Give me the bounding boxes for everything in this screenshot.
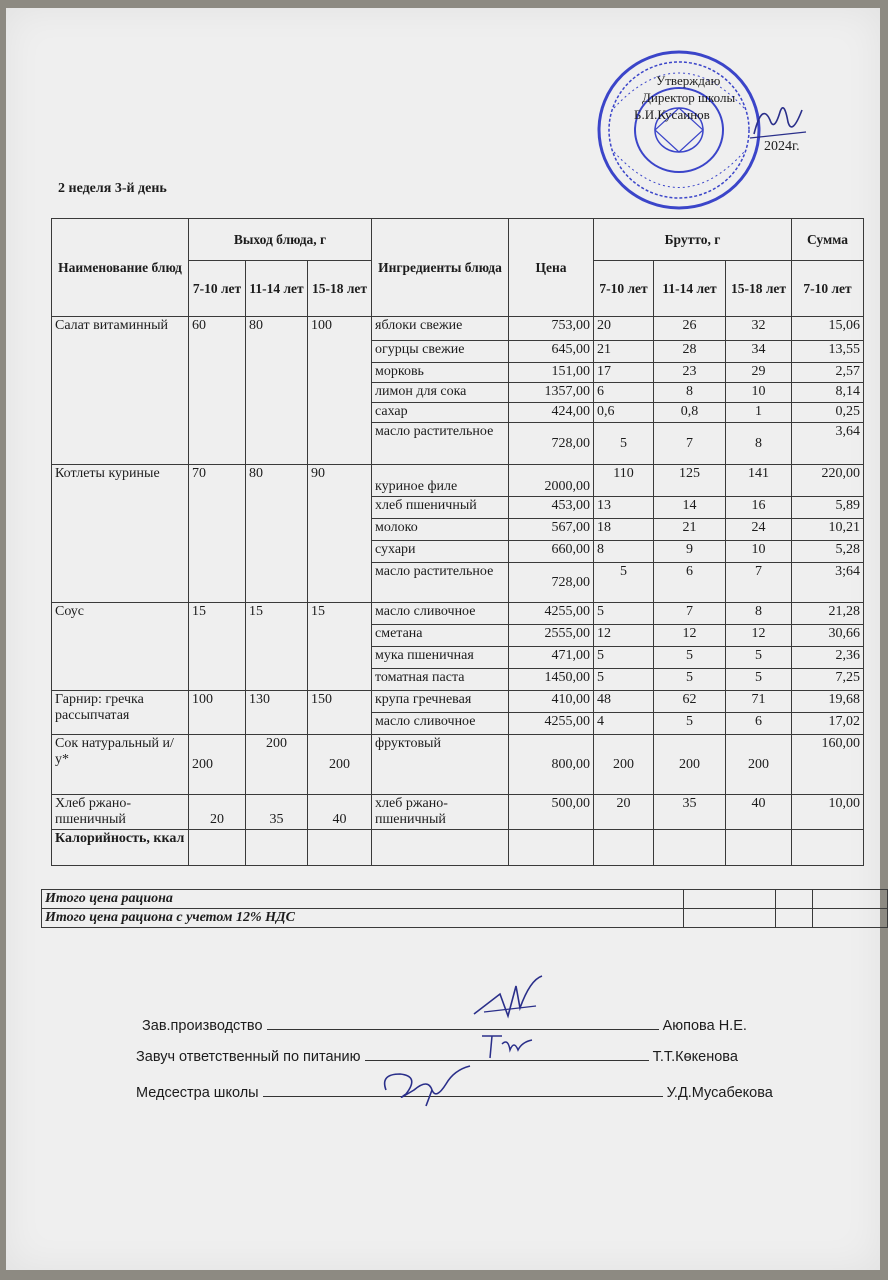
dish-yield: 80 — [246, 465, 308, 603]
empty-cell — [726, 830, 792, 866]
approval-line-3: Б.И.Кусаинов — [634, 107, 710, 122]
gross-value: 18 — [594, 519, 654, 541]
menu-table — [51, 218, 864, 866]
empty-cell — [594, 830, 654, 866]
gross-value: 7 — [654, 423, 726, 465]
gross-value: 8 — [594, 541, 654, 563]
signature-name: Аюпова Н.Е. — [662, 1018, 747, 1034]
calories-row — [52, 830, 864, 866]
dish-name: Сок натуральный и/у* — [52, 735, 189, 795]
gross-value: 12 — [654, 625, 726, 647]
ingredient-price: 4255,00 — [509, 713, 594, 735]
gross-value: 21 — [594, 341, 654, 363]
gross-value: 125 — [654, 465, 726, 497]
ingredient-price: 2000,00 — [509, 465, 594, 497]
gross-value: 5 — [594, 563, 654, 603]
sum-value: 5,28 — [792, 541, 864, 563]
gross-value: 48 — [594, 691, 654, 713]
sum-value: 5,89 — [792, 497, 864, 519]
empty-cell — [812, 909, 887, 928]
gross-value: 12 — [726, 625, 792, 647]
signature-headteacher — [478, 1030, 538, 1062]
empty-cell — [372, 830, 509, 866]
header-yield: Выход блюда, г — [189, 219, 372, 261]
ingredient-price: 471,00 — [509, 647, 594, 669]
gross-value: 20 — [594, 317, 654, 341]
gross-value: 8 — [654, 383, 726, 403]
header-yield-age-15-18: 15-18 лет — [308, 261, 372, 317]
gross-value: 17 — [594, 363, 654, 383]
sum-value: 10,21 — [792, 519, 864, 541]
empty-cell — [683, 890, 775, 909]
ingredient-name: сахар — [372, 403, 509, 423]
ingredient-name: яблоки свежие — [372, 317, 509, 341]
gross-value: 200 — [594, 735, 654, 795]
header-sum-age-7-10: 7-10 лет — [792, 261, 864, 317]
empty-cell — [792, 830, 864, 866]
gross-value: 8 — [726, 423, 792, 465]
dish-yield: 40 — [308, 795, 372, 830]
header-sum: Сумма — [792, 219, 864, 261]
gross-value: 5 — [726, 647, 792, 669]
dish-yield: 60 — [189, 317, 246, 465]
table-row — [52, 465, 864, 497]
gross-value: 0,8 — [654, 403, 726, 423]
ingredient-name: молоко — [372, 519, 509, 541]
gross-value: 5 — [594, 647, 654, 669]
dish-name: Салат витаминный — [52, 317, 189, 465]
dish-yield: 15 — [308, 603, 372, 691]
ingredient-name: хлеб ржано-пшеничный — [372, 795, 509, 830]
dish-yield: 100 — [308, 317, 372, 465]
gross-value: 200 — [654, 735, 726, 795]
approval-line-2: Директор школы — [642, 90, 736, 105]
dish-yield: 20 — [189, 795, 246, 830]
gross-value: 7 — [654, 603, 726, 625]
signature-role: Медсестра школы — [136, 1085, 259, 1101]
gross-value: 13 — [594, 497, 654, 519]
ingredient-name: куриное филе — [372, 465, 509, 497]
approval-date: 2024г. — [764, 139, 800, 154]
gross-value: 29 — [726, 363, 792, 383]
ingredient-price: 4255,00 — [509, 603, 594, 625]
sum-value: 17,02 — [792, 713, 864, 735]
ingredient-name: лимон для сока — [372, 383, 509, 403]
total-price-vat-label: Итого цена рациона с учетом 12% НДС — [42, 909, 684, 928]
gross-value: 71 — [726, 691, 792, 713]
ingredient-name: хлеб пшеничный — [372, 497, 509, 519]
gross-value: 5 — [594, 669, 654, 691]
dish-yield: 200 — [189, 735, 246, 795]
ingredient-name: масло сливочное — [372, 603, 509, 625]
gross-value: 21 — [654, 519, 726, 541]
totals-table — [41, 889, 888, 928]
gross-value: 35 — [654, 795, 726, 830]
signature-role: Завуч ответственный по питанию — [136, 1049, 361, 1065]
ingredient-price: 1357,00 — [509, 383, 594, 403]
ingredient-price: 424,00 — [509, 403, 594, 423]
dish-yield: 150 — [308, 691, 372, 735]
ingredient-price: 410,00 — [509, 691, 594, 713]
gross-value: 0,6 — [594, 403, 654, 423]
ingredient-name: сметана — [372, 625, 509, 647]
signature-role: Зав.производство — [142, 1018, 263, 1034]
ingredient-name: морковь — [372, 363, 509, 383]
signature-nurse — [376, 1060, 476, 1110]
table-row — [52, 317, 864, 341]
sum-value: 10,00 — [792, 795, 864, 830]
dish-name: Котлеты куриные — [52, 465, 189, 603]
approval-line-1: Утверждаю — [656, 73, 721, 88]
gross-value: 5 — [594, 603, 654, 625]
header-yield-age-11-14: 11-14 лет — [246, 261, 308, 317]
gross-value: 28 — [654, 341, 726, 363]
gross-value: 6 — [654, 563, 726, 603]
header-gross-age-11-14: 11-14 лет — [654, 261, 726, 317]
ingredient-name: масло растительное — [372, 563, 509, 603]
gross-value: 200 — [726, 735, 792, 795]
gross-value: 62 — [654, 691, 726, 713]
dish-name: Гарнир: гречка рассыпчатая — [52, 691, 189, 735]
signature-name: У.Д.Мусабекова — [666, 1085, 773, 1101]
gross-value: 5 — [726, 669, 792, 691]
table-row — [52, 603, 864, 625]
ingredient-price: 800,00 — [509, 735, 594, 795]
gross-value: 8 — [726, 603, 792, 625]
signature-row-production — [142, 1015, 747, 1034]
gross-value: 5 — [654, 713, 726, 735]
dish-yield: 80 — [246, 317, 308, 465]
header-yield-age-7-10: 7-10 лет — [189, 261, 246, 317]
ingredient-name: сухари — [372, 541, 509, 563]
gross-value: 14 — [654, 497, 726, 519]
ingredient-price: 753,00 — [509, 317, 594, 341]
dish-yield: 15 — [189, 603, 246, 691]
gross-value: 5 — [594, 423, 654, 465]
empty-cell — [509, 830, 594, 866]
gross-value: 5 — [654, 647, 726, 669]
dish-yield: 70 — [189, 465, 246, 603]
ingredient-price: 500,00 — [509, 795, 594, 830]
gross-value: 24 — [726, 519, 792, 541]
gross-value: 5 — [654, 669, 726, 691]
total-price-label: Итого цена рациона — [42, 890, 684, 909]
empty-cell — [246, 830, 308, 866]
table-row — [52, 795, 864, 830]
gross-value: 6 — [726, 713, 792, 735]
gross-value: 110 — [594, 465, 654, 497]
header-dish: Наименование блюд — [52, 219, 189, 317]
sum-value: 2,36 — [792, 647, 864, 669]
sum-value: 8,14 — [792, 383, 864, 403]
ingredient-name: масло растительное — [372, 423, 509, 465]
dish-yield: 35 — [246, 795, 308, 830]
header-gross: Брутто, г — [594, 219, 792, 261]
gross-value: 34 — [726, 341, 792, 363]
ingredient-price: 728,00 — [509, 423, 594, 465]
dish-name: Соус — [52, 603, 189, 691]
sum-value: 7,25 — [792, 669, 864, 691]
dish-yield: 100 — [189, 691, 246, 735]
ingredient-price: 660,00 — [509, 541, 594, 563]
ingredient-name: масло сливочное — [372, 713, 509, 735]
director-signature — [748, 92, 808, 148]
dish-yield: 90 — [308, 465, 372, 603]
header-gross-age-7-10: 7-10 лет — [594, 261, 654, 317]
day-title: 2 неделя 3-й день — [58, 181, 167, 196]
gross-value: 16 — [726, 497, 792, 519]
gross-value: 40 — [726, 795, 792, 830]
gross-value: 10 — [726, 383, 792, 403]
sum-value: 3,64 — [792, 423, 864, 465]
sum-value: 220,00 — [792, 465, 864, 497]
empty-cell — [189, 830, 246, 866]
gross-value: 1 — [726, 403, 792, 423]
sum-value: 19,68 — [792, 691, 864, 713]
ingredient-name: фруктовый — [372, 735, 509, 795]
signature-name: Т.Т.Көкенова — [652, 1049, 738, 1065]
gross-value: 32 — [726, 317, 792, 341]
empty-cell — [308, 830, 372, 866]
dish-yield: 130 — [246, 691, 308, 735]
sum-value: 0,25 — [792, 403, 864, 423]
ingredient-price: 151,00 — [509, 363, 594, 383]
dish-name: Хлеб ржано-пшеничный — [52, 795, 189, 830]
sum-value: 2,57 — [792, 363, 864, 383]
ingredient-price: 567,00 — [509, 519, 594, 541]
signature-line — [267, 1015, 659, 1030]
gross-value: 26 — [654, 317, 726, 341]
header-price: Цена — [509, 219, 594, 317]
gross-value: 20 — [594, 795, 654, 830]
ingredient-price: 645,00 — [509, 341, 594, 363]
empty-cell — [776, 890, 813, 909]
sum-value: 21,28 — [792, 603, 864, 625]
ingredient-name: мука пшеничная — [372, 647, 509, 669]
ingredient-price: 1450,00 — [509, 669, 594, 691]
sum-value: 3;64 — [792, 563, 864, 603]
header-ingredients: Ингредиенты блюда — [372, 219, 509, 317]
gross-value: 6 — [594, 383, 654, 403]
gross-value: 4 — [594, 713, 654, 735]
gross-value: 9 — [654, 541, 726, 563]
empty-cell — [812, 890, 887, 909]
ingredient-name: огурцы свежие — [372, 341, 509, 363]
gross-value: 141 — [726, 465, 792, 497]
dish-yield: 200 — [308, 735, 372, 795]
empty-cell — [683, 909, 775, 928]
table-row — [52, 735, 864, 795]
empty-cell — [776, 909, 813, 928]
gross-value: 23 — [654, 363, 726, 383]
ingredient-name: томатная паста — [372, 669, 509, 691]
calories-label: Калорийность, ккал — [52, 830, 189, 866]
gross-value: 10 — [726, 541, 792, 563]
ingredient-price: 728,00 — [509, 563, 594, 603]
ingredient-price: 2555,00 — [509, 625, 594, 647]
sum-value: 15,06 — [792, 317, 864, 341]
gross-value: 7 — [726, 563, 792, 603]
dish-yield: 15 — [246, 603, 308, 691]
sum-value: 13,55 — [792, 341, 864, 363]
empty-cell — [654, 830, 726, 866]
signature-production — [470, 972, 550, 1024]
ingredient-price: 453,00 — [509, 497, 594, 519]
ingredient-name: крупа гречневая — [372, 691, 509, 713]
dish-yield: 200 — [246, 735, 308, 795]
sum-value: 30,66 — [792, 625, 864, 647]
table-row — [52, 691, 864, 713]
sum-value: 160,00 — [792, 735, 864, 795]
gross-value: 12 — [594, 625, 654, 647]
header-gross-age-15-18: 15-18 лет — [726, 261, 792, 317]
